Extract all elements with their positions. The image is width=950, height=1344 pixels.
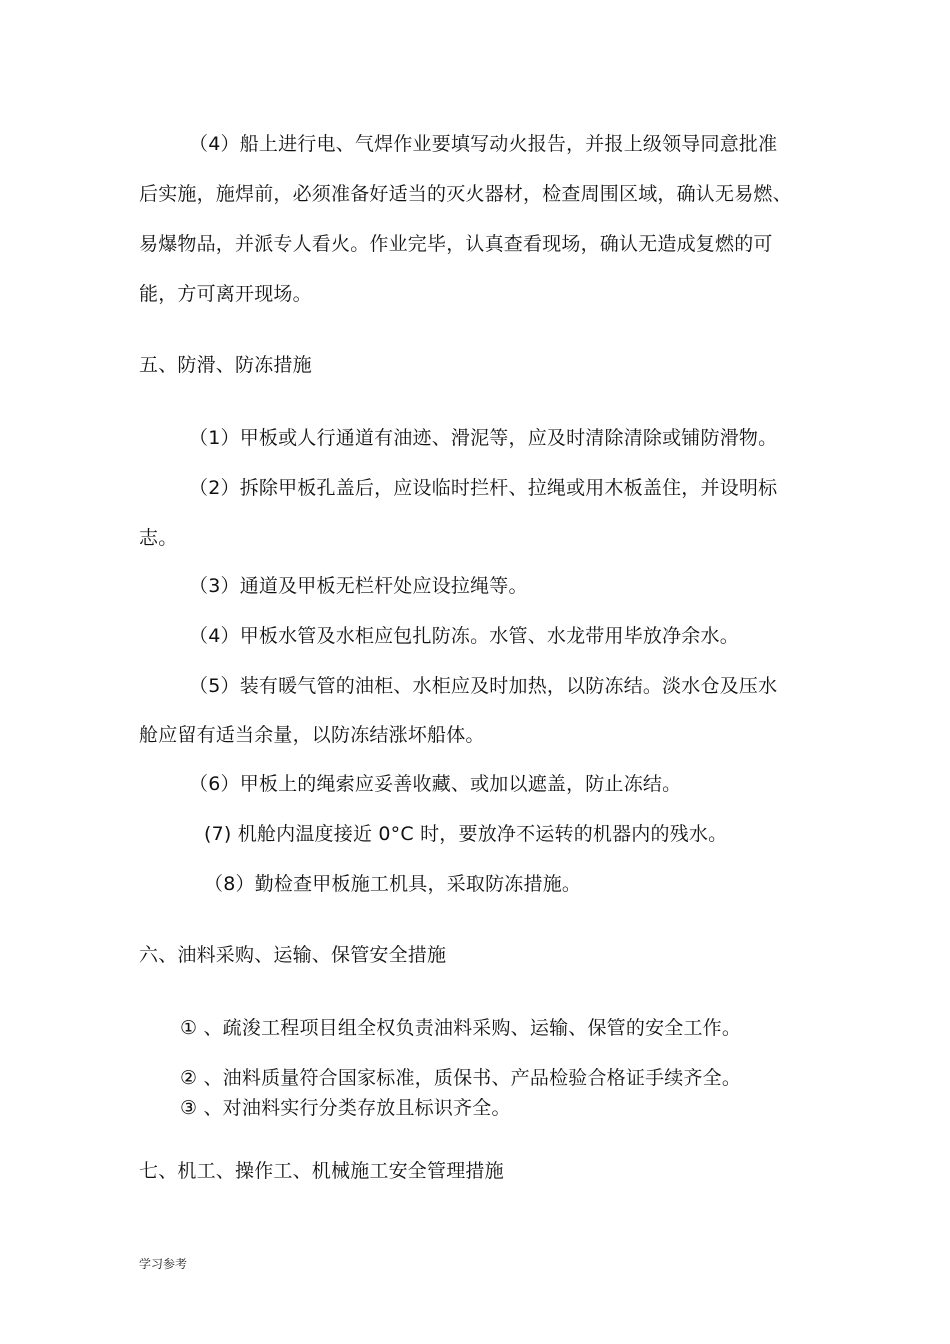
list-item: （2）拆除甲板孔盖后，应设临时拦杆、拉绳或用木板盖住，并设明标 bbox=[189, 477, 778, 499]
list-item: （8）勤检查甲板施工机具，采取防冻措施。 bbox=[204, 873, 582, 895]
list-item: （1）甲板或人行通道有油迹、滑泥等，应及时清除清除或铺防滑物。 bbox=[189, 427, 778, 449]
list-item: (7) 机舱内温度接近 0°C 时，要放净不运转的机器内的残水。 bbox=[204, 823, 728, 845]
paragraph-line: 后实施，施焊前，必须准备好适当的灭火器材，检查周围区域，确认无易燃、 bbox=[139, 183, 792, 205]
page-footer: 学习参考 bbox=[139, 1257, 188, 1271]
list-item-continuation: 志。 bbox=[139, 527, 178, 549]
list-item: （4）甲板水管及水柜应包扎防冻。水管、水龙带用毕放净余水。 bbox=[189, 625, 739, 647]
section-heading: 七、机工、操作工、机械施工安全管理措施 bbox=[139, 1160, 504, 1182]
paragraph-line: 易爆物品，并派专人看火。作业完毕，认真查看现场，确认无造成复燃的可 bbox=[139, 233, 773, 255]
list-item: ③ 、对油料实行分类存放且标识齐全。 bbox=[180, 1097, 511, 1119]
section-heading: 六、油料采购、运输、保管安全措施 bbox=[139, 944, 447, 966]
list-item-continuation: 舱应留有适当余量，以防冻结涨坏船体。 bbox=[139, 724, 485, 746]
section-heading: 五、防滑、防冻措施 bbox=[139, 354, 312, 376]
list-item: ① 、疏浚工程项目组全权负责油料采购、运输、保管的安全工作。 bbox=[180, 1017, 742, 1039]
list-item: ② 、油料质量符合国家标准，质保书、产品检验合格证手续齐全。 bbox=[180, 1067, 742, 1089]
paragraph-line: 能，方可离开现场。 bbox=[139, 283, 312, 305]
list-item: （5）装有暖气管的油柜、水柜应及时加热，以防冻结。淡水仓及压水 bbox=[189, 675, 778, 697]
paragraph-line: （4）船上进行电、气焊作业要填写动火报告，并报上级领导同意批准 bbox=[189, 133, 778, 155]
list-item: （6）甲板上的绳索应妥善收藏、或加以遮盖，防止冻结。 bbox=[189, 773, 682, 795]
list-item: （3）通道及甲板无栏杆处应设拉绳等。 bbox=[189, 575, 528, 597]
